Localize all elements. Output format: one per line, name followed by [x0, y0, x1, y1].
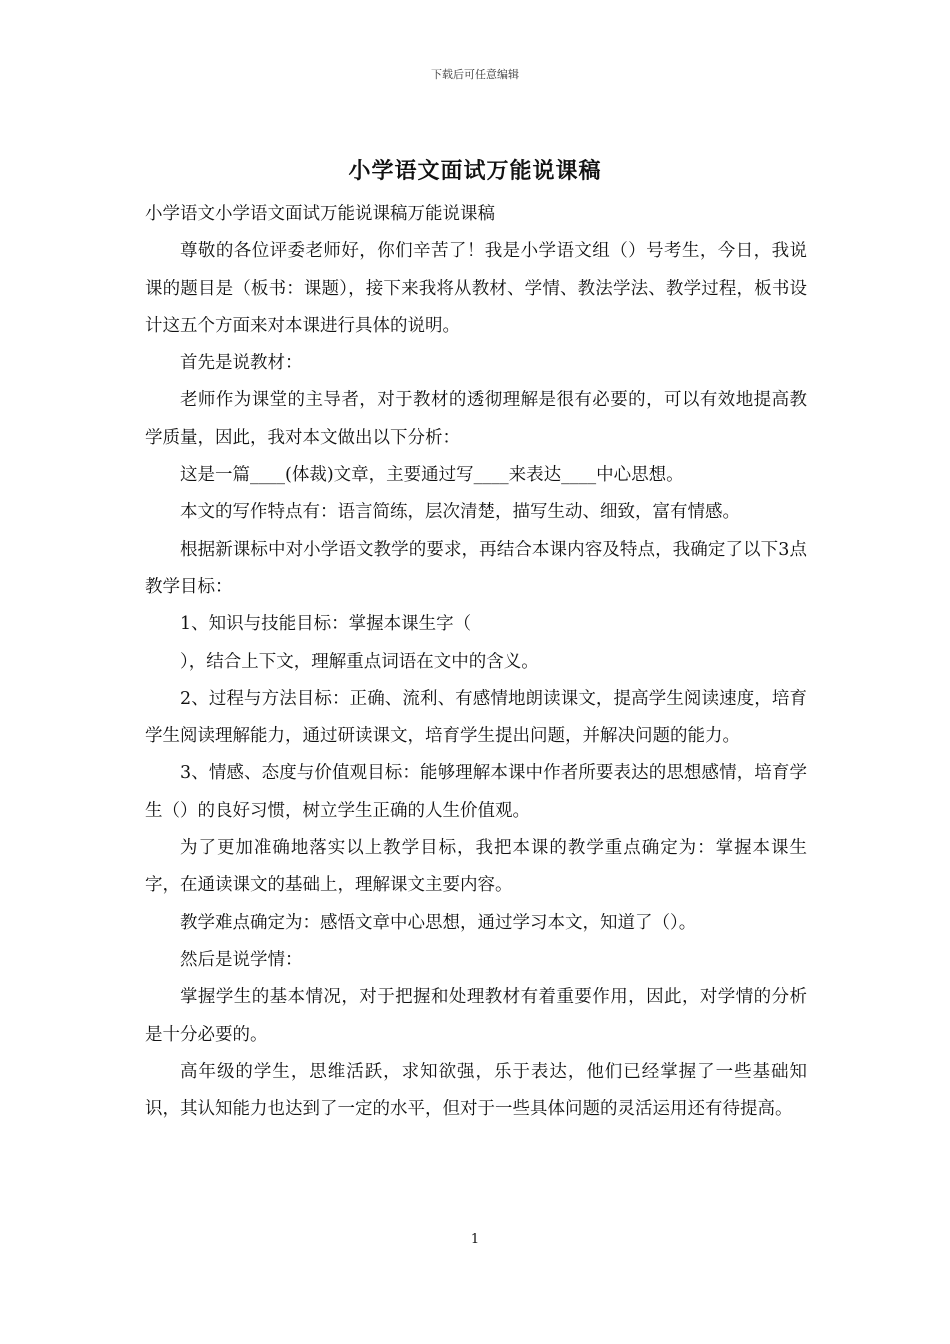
paragraph: 然后是说学情：: [180, 949, 303, 970]
paragraph: 这是一篇____(体裁)文章，主要通过写____来表达____中心思想。: [180, 465, 684, 486]
paragraph: ），结合上下文，理解重点词语在文中的含义。: [180, 651, 539, 672]
paragraph: 2、过程与方法目标：正确、流利、有感情地朗读课文，提高学生阅读速度，培育学生阅读理解能力，通过研读课文，培育学生提出问题，并解决问题的能力。: [145, 688, 807, 747]
document-body: [145, 196, 807, 1128]
paragraph: 首先是说教材：: [180, 353, 303, 374]
paragraph: 老师作为课堂的主导者，对于教材的透彻理解是很有必要的，可以有效地提高教学质量，因此，我对本文做出以下分析：: [145, 390, 807, 448]
paragraph: 掌握学生的基本情况，对于把握和处理教材有着重要作用，因此，对学情的分析是十分必要的。: [145, 987, 807, 1045]
document-title: 小学语文面试万能说课稿: [348, 158, 602, 184]
page-number: 1: [470, 1232, 480, 1247]
header-note: 下载后可任意编辑: [431, 68, 519, 81]
paragraph: 高年级的学生，思维活跃，求知欲强，乐于表达，他们已经掌握了一些基础知识，其认知能力也达到了一定的水平，但对于一些具体问题的灵活运用还有待提高。: [145, 1061, 807, 1120]
paragraph: 小学语文小学语文面试万能说课稿万能说课稿: [145, 204, 495, 224]
paragraph: 本文的写作特点有：语言简练，层次清楚，描写生动、细致，富有情感。: [180, 502, 740, 523]
paragraph: 3、情感、态度与价值观目标：能够理解本课中作者所要表达的思想感情，培育学生（）的良好习惯，树立学生正确的人生价值观。: [145, 763, 807, 821]
paragraph: 为了更加准确地落实以上教学目标，我把本课的教学重点确定为：掌握本课生字，在通读课文的基础上，理解课文主要内容。: [145, 838, 807, 896]
paragraph: 尊敬的各位评委老师好，你们辛苦了！我是小学语文组（）号考生，今日，我说课的题目是（板书：课题），接下来我将从教材、学情、教法学法、教学过程，板书设计这五个方面来对本课进行具体的说明。: [145, 241, 807, 336]
paragraph: 1、知识与技能目标：掌握本课生字（: [180, 614, 472, 635]
paragraph: 根据新课标中对小学语文教学的要求，再结合本课内容及特点，我确定了以下3点教学目标：: [145, 539, 807, 597]
paragraph: 教学难点确定为：感悟文章中心思想，通过学习本文，知道了（）。: [180, 912, 697, 933]
